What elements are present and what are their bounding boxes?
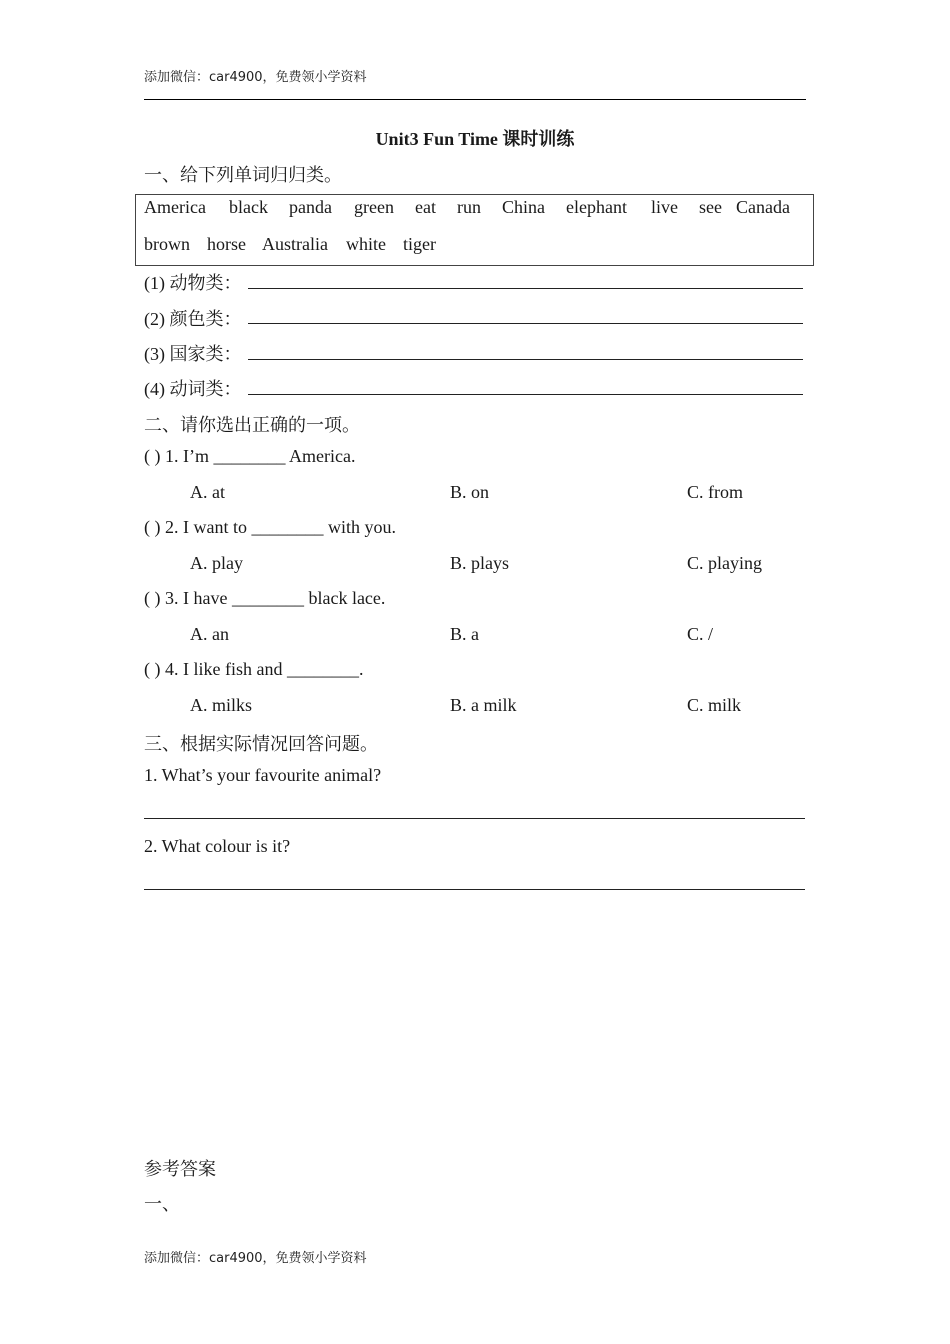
word-item: brown — [144, 234, 190, 254]
answers-part1: 一、 — [144, 1194, 180, 1214]
category-animals-blank[interactable] — [248, 288, 803, 289]
word-item: see — [699, 197, 722, 217]
category-countries-blank[interactable] — [248, 359, 803, 360]
option-c[interactable]: C. from — [687, 482, 743, 502]
word-item: eat — [415, 197, 436, 217]
word-item: run — [457, 197, 481, 217]
option-a[interactable]: A. an — [190, 624, 229, 644]
word-item: America — [144, 197, 206, 217]
word-item: tiger — [403, 234, 436, 254]
option-a[interactable]: A. milks — [190, 695, 253, 715]
word-item: live — [651, 197, 678, 217]
header-note: 添加微信：car4900，免费领小学资料 — [144, 70, 367, 85]
option-b[interactable]: B. plays — [450, 553, 510, 573]
open-question: 2. What colour is it? — [144, 836, 291, 856]
answer-line[interactable] — [144, 889, 805, 890]
section1-heading: 一、给下列单词归归类。 — [144, 165, 342, 185]
word-item: white — [346, 234, 386, 254]
option-c[interactable]: C. / — [687, 624, 714, 644]
page-title: Unit3 Fun Time 课时训练 — [375, 129, 575, 149]
question-stem: ( ) 3. I have ________ black lace. — [144, 588, 386, 608]
option-b[interactable]: B. a milk — [450, 695, 517, 715]
option-a[interactable]: A. at — [190, 482, 225, 502]
word-item: China — [502, 197, 545, 217]
word-item: horse — [207, 234, 246, 254]
option-b[interactable]: B. on — [450, 482, 490, 502]
word-item: elephant — [566, 197, 627, 217]
question-stem: ( ) 1. I’m ________ America. — [144, 446, 356, 466]
category-countries-label: (3) 国家类： — [144, 344, 242, 364]
option-c[interactable]: C. playing — [687, 553, 762, 573]
question-stem: ( ) 4. I like fish and ________. — [144, 659, 364, 679]
answer-line[interactable] — [144, 818, 805, 819]
word-item: green — [354, 197, 394, 217]
open-question: 1. What’s your favourite animal? — [144, 765, 382, 785]
category-colours-label: (2) 颜色类： — [144, 309, 242, 329]
answers-heading: 参考答案 — [144, 1159, 216, 1179]
section3-heading: 三、根据实际情况回答问题。 — [144, 734, 378, 754]
header-divider — [144, 99, 806, 100]
option-a[interactable]: A. play — [190, 553, 243, 573]
word-item: black — [229, 197, 268, 217]
word-item: Canada — [736, 197, 790, 217]
category-verbs-blank[interactable] — [248, 394, 803, 395]
category-verbs-label: (4) 动词类： — [144, 379, 242, 399]
word-item: Australia — [262, 234, 328, 254]
section2-heading: 二、请你选出正确的一项。 — [144, 415, 360, 435]
option-c[interactable]: C. milk — [687, 695, 742, 715]
question-stem: ( ) 2. I want to ________ with you. — [144, 517, 396, 537]
option-b[interactable]: B. a — [450, 624, 479, 644]
category-colours-blank[interactable] — [248, 323, 803, 324]
category-animals-label: (1) 动物类： — [144, 273, 242, 293]
footer-note: 添加微信：car4900，免费领小学资料 — [144, 1251, 367, 1266]
word-item: panda — [289, 197, 332, 217]
